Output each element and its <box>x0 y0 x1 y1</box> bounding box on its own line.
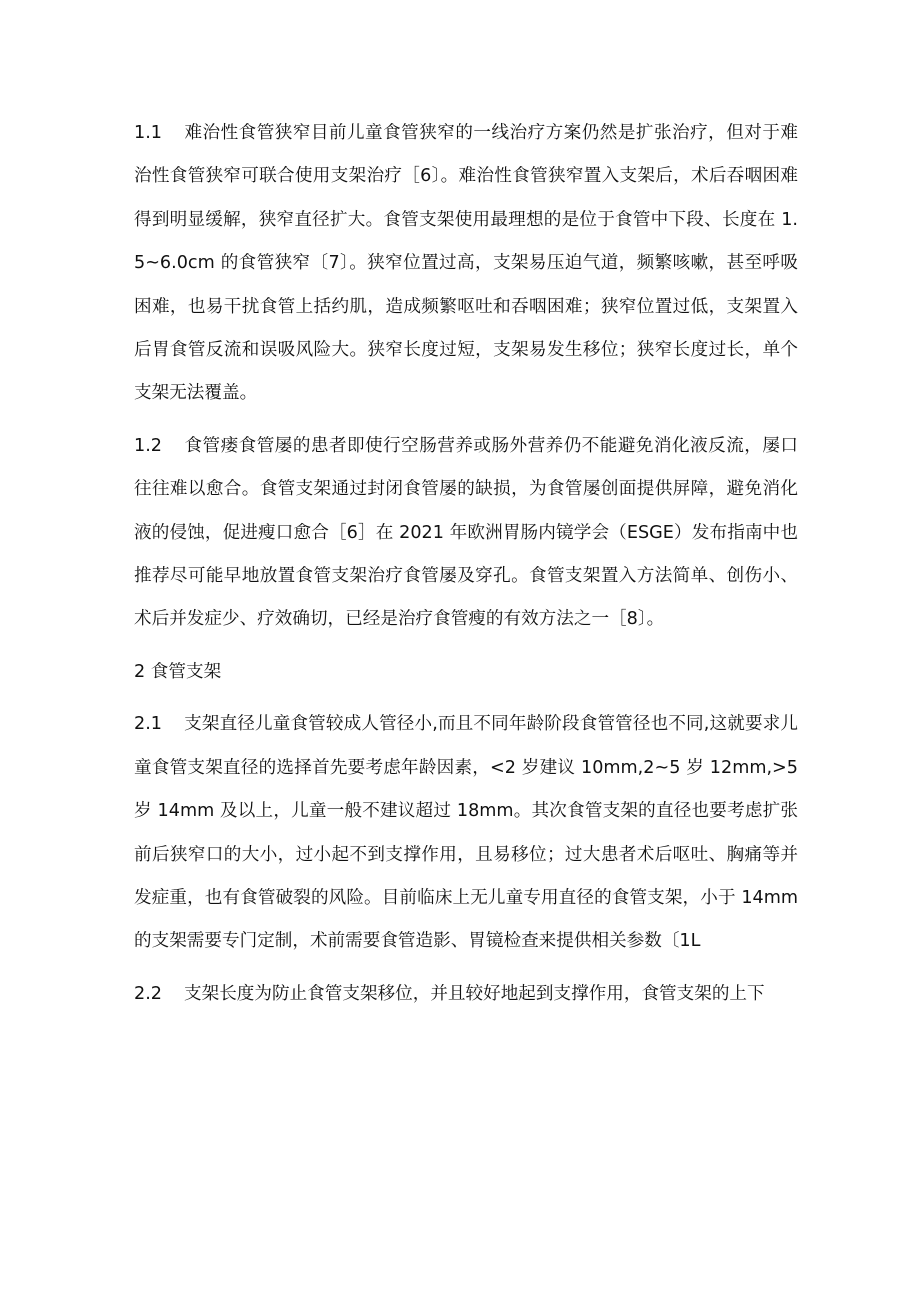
section-number: 1.1 <box>134 123 162 143</box>
paragraph-text: 食管瘘食管屡的患者即使行空肠营养或肠外营养仍不能避免消化液反流，屡口往往难以愈合。食管支架通过封闭食管屡的缺损，为食管屡创面提供屏障，避免消化液的侵蚀，促进瘦口愈合［6］在 2021 年欧洲胃肠内镜学会（ESGE）发布指南中也推荐尽可能早地放置食管支架治疗食管屡及穿孔。食管支架置入方法简单、创伤小、术后并发症少、疗效确切，已经是治疗食管瘦的有效方法之一［8〕。 <box>134 435 798 630</box>
section-heading-2 <box>134 651 798 694</box>
paragraph-1-1 <box>134 112 798 416</box>
paragraph-2-2 <box>134 973 798 1016</box>
paragraph-text: 难治性食管狭窄目前儿童食管狭窄的一线治疗方案仍然是扩张治疗，但对于难治性食管狭窄可联合使用支架治疗［6〕。难治性食管狭窄置入支架后，术后吞咽困难得到明显缓解，狭窄直径扩大。食管支架使用最理想的是位于食管中下段、长度在 1.5~6.0cm 的食管狭窄〔7〕。狭窄位置过高，支架易压迫气道，频繁咳嗽，甚至呼吸困难，也易干扰食管上括约肌，造成频繁呕吐和吞咽困难；狭窄位置过低，支架置入后胃食管反流和误吸风险大。狭窄长度过短，支架易发生移位；狭窄长度过长，单个支架无法覆盖。 <box>134 123 798 404</box>
paragraph-text: 支架长度为防止食管支架移位，并且较好地起到支撑作用，食管支架的上下 <box>184 983 765 1004</box>
document-body <box>134 112 798 1025</box>
section-number: 2.2 <box>134 983 162 1004</box>
section-number: 2.1 <box>134 714 162 735</box>
paragraph-2-1 <box>134 703 798 963</box>
paragraph-text: 支架直径儿童食管较成人管径小,而且不同年龄阶段食管管径也不同,这就要求儿童食管支架直径的选择首先要考虑年龄因素，<2 岁建议 10mm,2~5 岁 12mm,>5 岁 14mm 及以上，儿童一般不建议超过 18mm。其次食管支架的直径也要考虑扩张前后狭窄口的大小，过小起不到支撑作用，且易移位；过大患者术后呕吐、胸痛等并发症重，也有食管破裂的风险。目前临床上无儿童专用直径的食管支架，小于 14mm 的支架需要专门定制，术前需要食管造影、胃镜检查来提供相关参数〔1L <box>134 714 798 952</box>
section-number: 1.2 <box>134 435 162 456</box>
heading-text: 2 食管支架 <box>134 661 222 682</box>
paragraph-1-2 <box>134 425 798 642</box>
